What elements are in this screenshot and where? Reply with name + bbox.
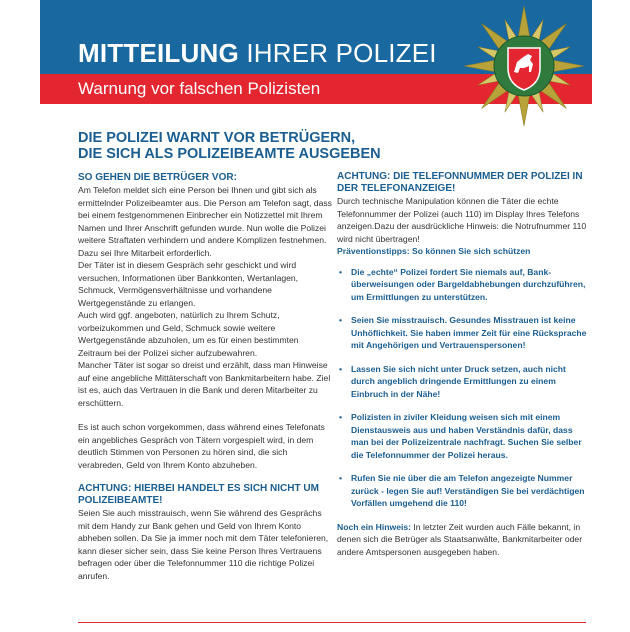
right-column — [337, 171, 587, 558]
headline-line-2: DIE SICH ALS POLIZEIBEAMTE AUSGEBEN — [78, 146, 381, 162]
page-subtitle: Warnung vor falschen Polizisten — [78, 79, 321, 98]
section-heading: ACHTUNG: DIE TELEFONNUMMER DER POLIZEI IN DER TELEFONANZEIGE! — [337, 171, 583, 194]
list-item: • Polizisten in ziviler Kleidung weisen sich mit einem Dienstausweis aus und haben Verständnis dafür, dass man bei der Polizeizentrale nachfragt. Suchen Sie selber die Telefonnummer der Polizei heraus. — [339, 412, 582, 460]
paragraph: Durch technische Manipulation können die Täter die echte Telefonnummer der Polizei (auch 110) im Display Ihres Telefons anzeigen.Dazu der ausdrückliche Hinweis: die Notrufnummer 110 wird nicht übertragen! — [337, 196, 587, 244]
divider — [78, 622, 586, 623]
title-bold: MITTEILUNG — [78, 38, 239, 68]
section-heading: SO GEHEN DIE BETRÜGER VOR: — [78, 172, 237, 183]
paragraph: Auch wird ggf. angeboten, natürlich zu Ihrem Schutz, vorbeizukommen und Geld, Schmuck sowie weitere Wertgegenstände abzuholen, um es für einen bestimmten Zeitraum bei der Polizei sicher aufzubewahren. — [78, 310, 299, 358]
note-text: In letzter Zeit wurden auch Fälle bekannt, in denen sich die Betrüger als Staatsanwälte, Bankmitarbeiter oder andere Amtspersonen ausgegeben haben. — [337, 521, 583, 557]
flyer-page — [40, 0, 592, 632]
page-title — [78, 38, 437, 69]
list-item: • Rufen Sie nie über die am Telefon angezeigte Nummer zurück - legen Sie auf! Verständigen Sie bei verdächtigen Vorfällen umgehend die 110! — [339, 473, 585, 508]
section-heading: ACHTUNG: HIERBEI HANDELT ES SICH NICHT UM POLIZEIBEAMTE! — [78, 483, 319, 506]
bullet-icon: • — [339, 363, 343, 374]
note-label: Noch ein Hinweis: — [337, 521, 412, 532]
bullet-icon: • — [339, 315, 343, 325]
bullet-icon: • — [339, 266, 343, 277]
paragraph: Es ist auch schon vorgekommen, dass während eines Telefonats ein angebliches Gespräch von Tätern vorgespielt wird, in dem deutlich Stimmen von Personen zu hören sind, die sich verabreden, Geld von Ihrem Konto abzuheben. — [78, 422, 325, 470]
tips-list — [337, 266, 587, 510]
title-light: IHRER POLIZEI — [246, 38, 437, 68]
paragraph: Mancher Täter ist sogar so dreist und erzählt, dass man Hinweise auf eine angebliche Mittäterschaft von Bankmitarbeitern habe. Ziel ist es, auch das Vertrauen in die Bank und deren Mitarbeiter zu erschüttern. — [78, 360, 331, 408]
list-item: • Die „echte“ Polizei fordert Sie niemals auf, Banküberweisungen oder Bargeldabhebungen durchzuführen, um Ermittlungen zu unterstützen. — [339, 266, 586, 302]
paragraph: Am Telefon meldet sich eine Person bei Ihnen und gibt sich als ermittelnder Polizeibeamter aus. Die Person am Telefon sagt, dass bei einem festgenommenen Einbrecher ein Notizzettel mit Ihrem Namen und Ihrer Anschrift gefunden wurde. Nun wolle die Polizei weitere Straftaten verhindern und andere Komplizen festnehmen. Dazu sei Ihre Mitarbeit erforderlich. — [78, 185, 332, 258]
police-star-emblem-icon — [462, 4, 586, 128]
paragraph: Der Täter ist in diesem Gespräch sehr geschickt und wird versuchen, Informationen über Bankkonten, Wertanlagen, Schmuck, Vermögensverhältnisse und vorhandene Wertgegenstände zu erlangen. — [78, 260, 299, 308]
tips-heading: Präventionstipps: So können Sie sich schützen — [337, 246, 531, 256]
main-headline — [78, 130, 498, 162]
headline-line-1: DIE POLIZEI WARNT VOR BETRÜGERN, — [78, 130, 356, 146]
list-item: • Seien Sie misstrauisch. Gesundes Misstrauen ist keine Unhöflichkeit. Sie haben immer Zeit für eine Rücksprache mit Angehörigen und Vertrauenspersonen! — [339, 315, 587, 350]
paragraph: Seien Sie auch misstrauisch, wenn Sie während des Gesprächs mit dem Handy zur Bank gehen und Geld von Ihrem Konto abheben sollen. Da Sie ja immer noch mit dem Täter telefonieren, kann dieser sicher sein, dass Sie keine Person Ihres Vertrauens befragen oder über die Telefonnummer 110 die richtige Polizei anrufen. — [78, 508, 329, 581]
bullet-icon: • — [339, 412, 343, 422]
note-paragraph — [337, 521, 587, 559]
list-item: • Lassen Sie sich nicht unter Druck setzen, auch nicht durch angeblich dringende Ermittlungen zu einem Einbruch in der Nähe! — [339, 363, 566, 399]
left-column — [78, 172, 334, 582]
bullet-icon: • — [339, 473, 343, 483]
